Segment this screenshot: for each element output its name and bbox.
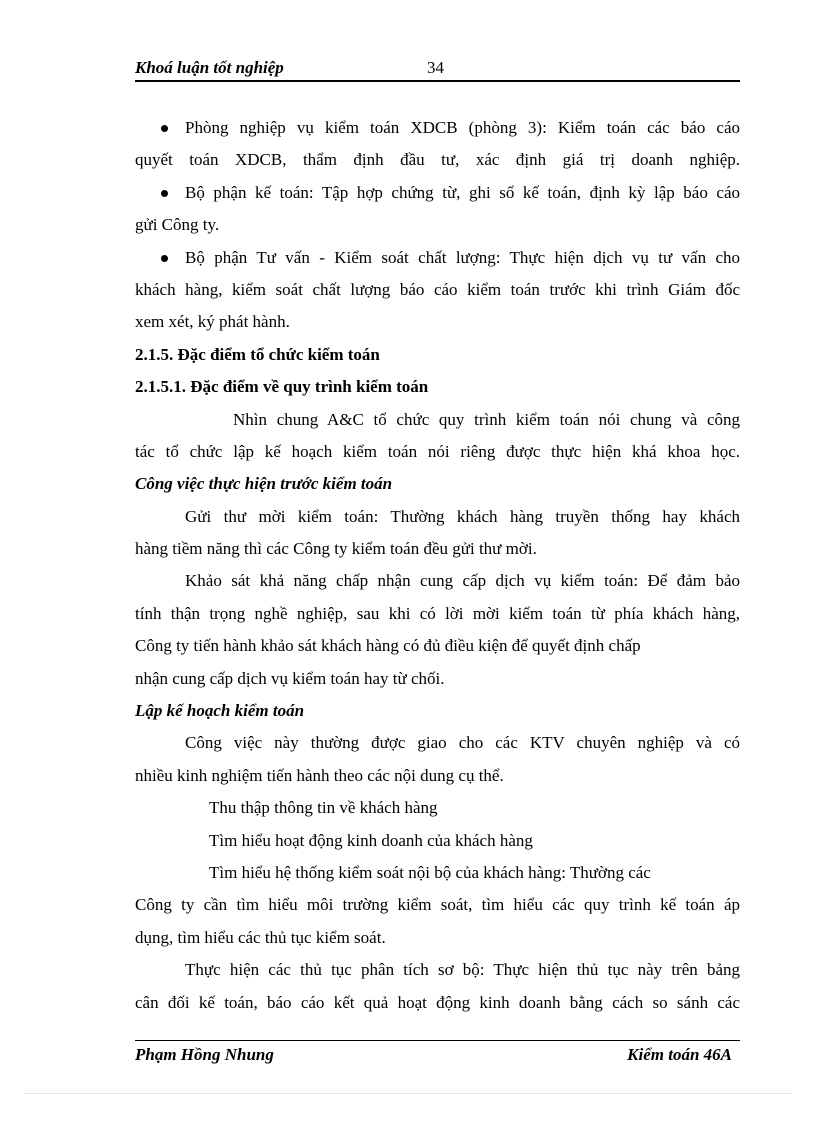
italic-heading: Công việc thực hiện trước kiểm toán <box>135 474 393 494</box>
paragraph-line: Thực hiện các thủ tục phân tích sơ bộ: Thực hiện thủ tục này trên bảng <box>185 960 740 980</box>
paragraph-line: nhận cung cấp dịch vụ kiểm toán hay từ chối. <box>135 668 445 688</box>
paragraph-line: Công việc này thường được giao cho các KTV chuyên nghiệp và có <box>185 733 740 753</box>
paragraph-line: dụng, tìm hiểu các thủ tục kiểm soát. <box>135 927 386 947</box>
subsection-heading: 2.1.5.1. Đặc điểm về quy trình kiểm toán <box>135 377 429 397</box>
paragraph-line: tác tổ chức lập kế hoạch kiểm toán nói riêng được thực hiện khá khoa học. <box>135 441 740 461</box>
page-number: 34 <box>427 58 444 77</box>
bullet-dot-icon <box>161 125 168 132</box>
bullet-dot-icon <box>161 255 168 262</box>
page-bottom-edge <box>25 1093 791 1094</box>
paragraph-line: gửi Công ty. <box>135 215 220 235</box>
paragraph-line: nhiều kinh nghiệm tiến hành theo các nội dung cụ thể. <box>135 765 504 785</box>
paragraph-line: Công ty cần tìm hiểu môi trường kiểm soát, tìm hiểu các quy trình kế toán áp <box>135 895 740 915</box>
page-body <box>135 112 740 1019</box>
page-footer <box>135 1040 740 1064</box>
bullet-item: Bộ phận kế toán: Tập hợp chứng từ, ghi sổ kế toán, định kỳ lập báo cáo <box>135 177 740 209</box>
italic-heading: Lập kế hoạch kiểm toán <box>135 701 305 721</box>
page-header <box>135 58 740 82</box>
department-label: Kiểm toán 46A <box>627 1045 732 1064</box>
list-line: Thu thập thông tin về khách hàng <box>209 798 438 818</box>
paragraph-line: Nhìn chung A&C tổ chức quy trình kiểm toán nói chung và công <box>233 409 740 429</box>
bullet-dot-icon <box>161 190 168 197</box>
list-line: Tìm hiểu hệ thống kiểm soát nội bộ của khách hàng: Thường các <box>209 862 651 882</box>
bullet-item: Phòng nghiệp vụ kiểm toán XDCB (phòng 3): Kiểm toán các báo cáo <box>135 112 740 144</box>
paragraph-line: Gửi thư mời kiểm toán: Thường khách hàng truyền thống hay khách <box>185 506 740 526</box>
paragraph-line: Khảo sát khả năng chấp nhận cung cấp dịch vụ kiểm toán: Để đảm bảo <box>185 571 740 591</box>
paragraph-line: khách hàng, kiểm soát chất lượng báo cáo kiểm toán trước khi trình Giám đốc <box>135 279 740 299</box>
document-title: Khoá luận tốt nghiệp <box>135 58 284 77</box>
paragraph-line: Công ty tiến hành khảo sát khách hàng có đủ điều kiện để quyết định chấp <box>135 636 641 656</box>
author-name: Phạm Hồng Nhung <box>135 1045 274 1064</box>
paragraph-line: quyết toán XDCB, thẩm định đầu tư, xác định giá trị doanh nghiệp. <box>135 150 740 170</box>
section-heading: 2.1.5. Đặc điểm tổ chức kiểm toán <box>135 344 380 364</box>
paragraph-line: tính thận trọng nghề nghiệp, sau khi có lời mời kiểm toán từ phía khách hàng, <box>135 603 740 623</box>
paragraph-line: xem xét, ký phát hành. <box>135 312 290 332</box>
paragraph-line: hàng tiềm năng thì các Công ty kiểm toán đều gửi thư mời. <box>135 539 537 559</box>
list-line: Tìm hiểu hoạt động kinh doanh của khách hàng <box>209 830 533 850</box>
paragraph-line: cân đối kế toán, báo cáo kết quả hoạt động kinh doanh bằng cách so sánh các <box>135 992 740 1012</box>
bullet-item: Bộ phận Tư vấn - Kiểm soát chất lượng: Thực hiện dịch vụ tư vấn cho <box>135 242 740 274</box>
